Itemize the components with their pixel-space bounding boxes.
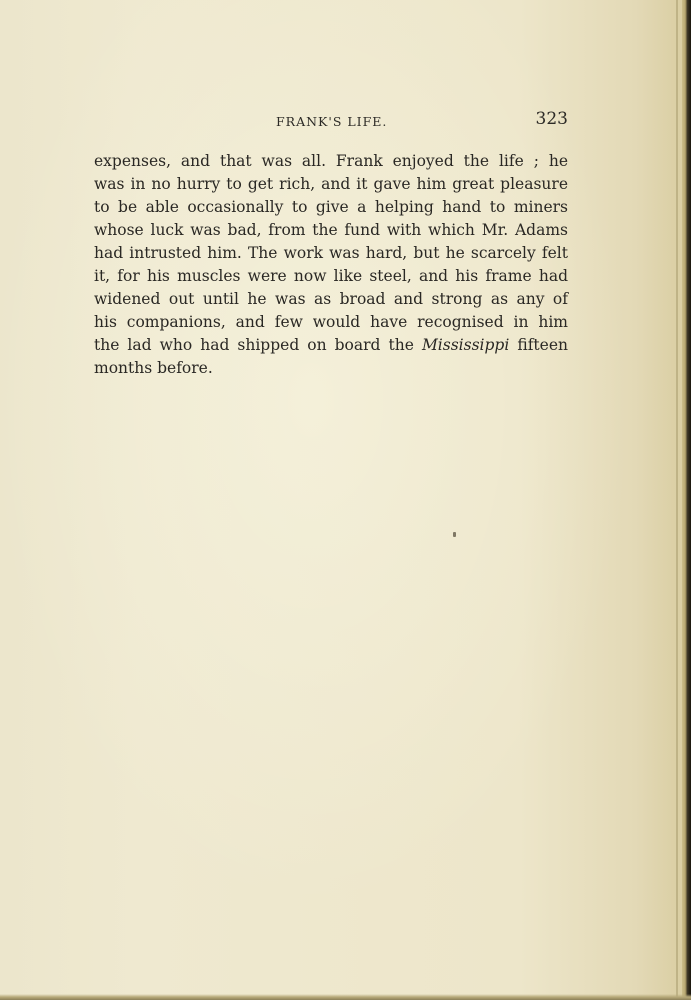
running-head: [94, 108, 568, 132]
text-segment: fifteen: [509, 336, 568, 354]
paper-speck: [453, 532, 456, 537]
text-line: was in no hurry to get rich, and it gave him great pleasure: [94, 175, 568, 193]
text-segment: the lad who had shipped on board the: [94, 336, 422, 354]
text-line: his companions, and few would have recognised in him: [94, 313, 568, 331]
text-line: widened out until he was as broad and strong as any of: [94, 290, 568, 308]
text-line: months before.: [94, 359, 213, 377]
body-paragraph: [94, 150, 568, 380]
text-line: it, for his muscles were now like steel, and his frame had: [94, 267, 568, 285]
page-bottom-edge: [0, 994, 691, 1000]
running-title: FRANK'S LIFE.: [276, 114, 388, 129]
text-line: to be able occasionally to give a helping hand to miners: [94, 198, 568, 216]
text-line: whose luck was bad, from the fund with which Mr. Adams: [94, 221, 568, 239]
text-line: had intrusted him. The work was hard, but he scarcely felt: [94, 244, 568, 262]
page-number: 323: [535, 109, 568, 129]
text-line: expenses, and that was all. Frank enjoyed the life ; he: [94, 152, 568, 170]
text-line: [94, 334, 568, 357]
page-fold-line: [676, 0, 678, 1000]
ship-name: Mississippi: [421, 336, 510, 354]
page-edge: [682, 0, 691, 1000]
